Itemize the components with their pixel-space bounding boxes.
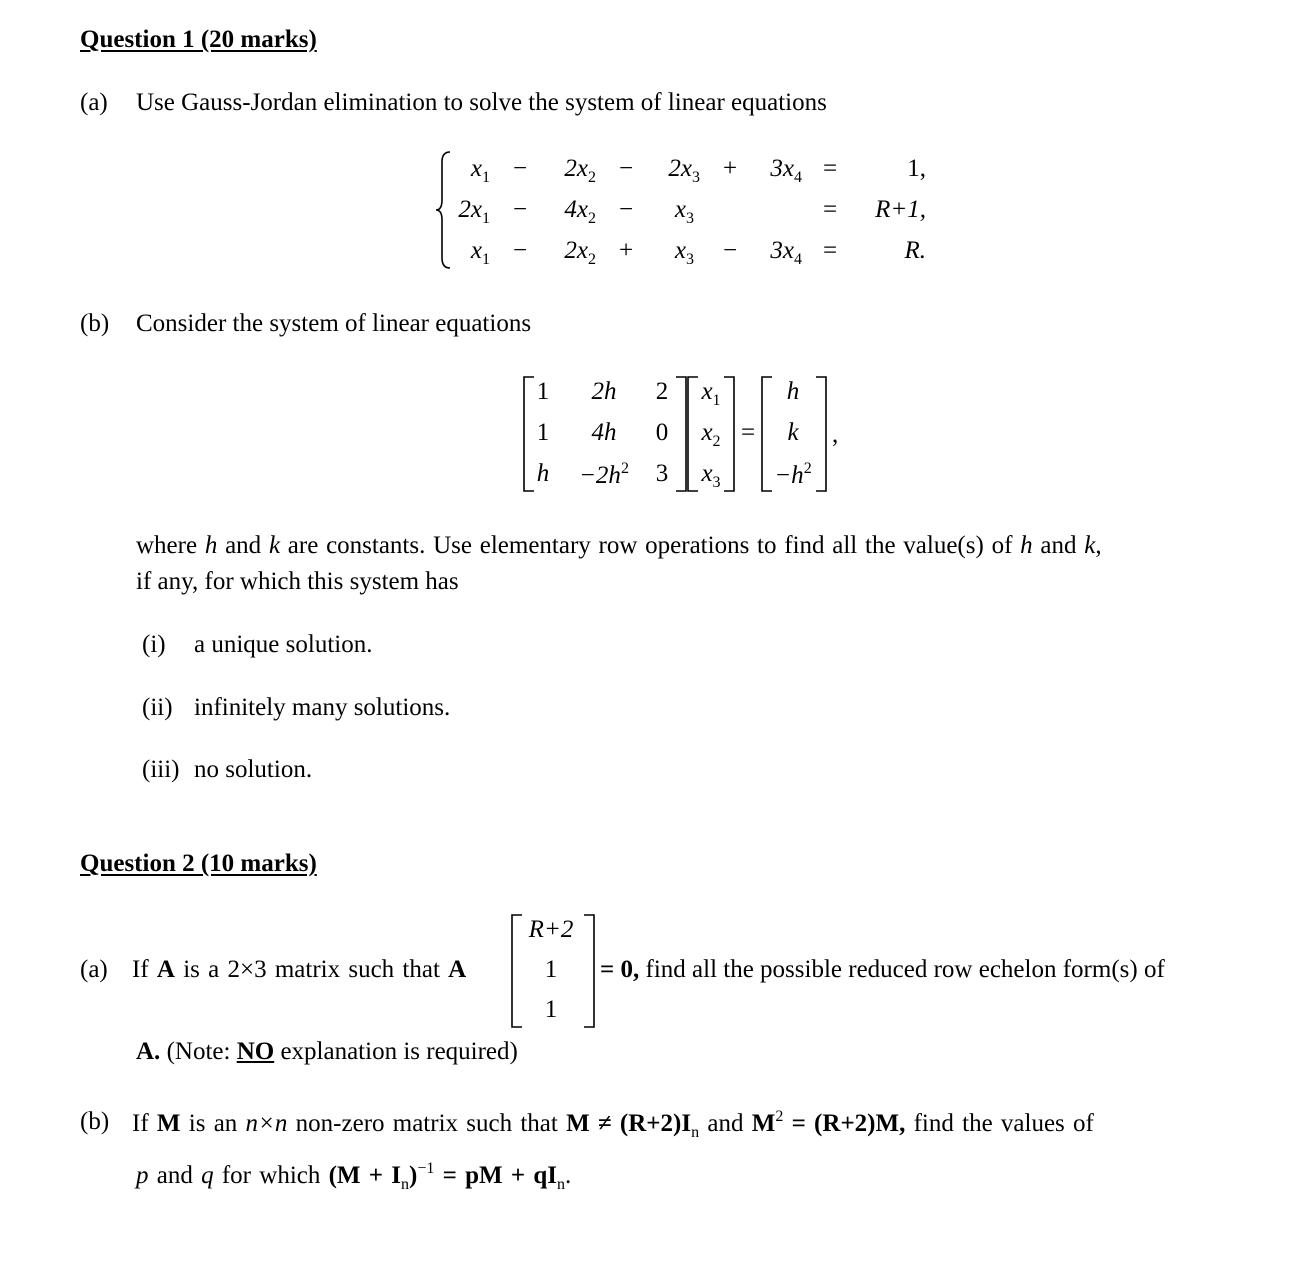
sys-r3-eq: = <box>822 237 838 264</box>
q1b-text: Consider the system of linear equations <box>136 310 532 337</box>
sys-r2-c1: $2x_1$ <box>458 196 490 227</box>
matrix-equals: = <box>740 419 756 446</box>
sys-r3-op1: − <box>512 237 528 264</box>
sys-r2-op2: − <box>618 196 634 223</box>
sys-r1-c4: $3x_4$ <box>770 155 802 186</box>
sys-r1-op2: − <box>618 155 634 182</box>
sys-r2-c2: $4x_2$ <box>564 196 596 227</box>
q1b-item-ii-label: (ii) <box>142 694 173 721</box>
x-vector-r2: $x_2$ <box>701 419 721 450</box>
q2-vector-r1: R+2 <box>528 916 574 943</box>
sys-r3-op3: − <box>722 237 738 264</box>
q1-title: Question 1 (20 marks) <box>80 26 317 53</box>
coef-r2-c2: 4h <box>591 419 617 446</box>
rhs-vector-r3: $-h^2$ <box>774 460 812 489</box>
sys-r2-c3: $x_3$ <box>674 196 694 227</box>
q1a-label: (a) <box>80 89 108 116</box>
q2a-line2: A. (Note: NO explanation is required) <box>136 1038 518 1065</box>
coef-r2-c1: 1 <box>536 419 550 446</box>
sys-r1-op1: − <box>512 155 528 182</box>
q1b-item-i-label: (i) <box>142 631 166 658</box>
sys-r3-c1: $x_1$ <box>470 237 490 268</box>
sys-r1-eq: = <box>822 155 838 182</box>
coef-r1-c1: 1 <box>536 378 550 405</box>
q2b-label: (b) <box>80 1108 110 1135</box>
sys-r3-c2: $2x_2$ <box>564 237 596 268</box>
q2a-text-start: If A is a 2×3 matrix such that A <box>132 956 467 983</box>
rhs-vector-r2: k <box>787 419 799 446</box>
sys-r3-op2: + <box>618 237 634 264</box>
q1b-item-iii-label: (iii) <box>142 756 180 783</box>
sys-r2-op1: − <box>512 196 528 223</box>
q2b-line2: p and q for which $(M + I_n)^{-1}$ = pM + $qI_n$. <box>136 1160 572 1193</box>
sys-r1-rhs: 1, <box>907 155 926 182</box>
coef-r3-c3: 3 <box>655 460 669 487</box>
coef-r1-c2: 2h <box>591 378 617 405</box>
q1b-item-i-text: a unique solution. <box>194 631 373 658</box>
sys-r2-eq: = <box>822 196 838 223</box>
rhs-vector-r1: h <box>786 378 800 405</box>
q1b-label: (b) <box>80 310 110 337</box>
q1b-item-ii-text: infinitely many solutions. <box>194 694 451 721</box>
q2-vector-r2: 1 <box>544 956 558 983</box>
coef-r3-c2: $-2h^2$ <box>579 460 629 489</box>
sys-r2-rhs: R+1, <box>875 196 926 223</box>
q2a-text-end: = 0, find all the possible reduced row echelon form(s) of <box>600 956 1165 983</box>
matrix-comma: , <box>832 421 839 448</box>
x-vector-r1: $x_1$ <box>701 378 721 409</box>
x-vector-r3: $x_3$ <box>701 460 721 491</box>
coef-r1-c3: 2 <box>655 378 669 405</box>
q1b-where-line2: if any, for which this system has <box>136 568 459 595</box>
q1b-item-iii-text: no solution. <box>194 756 313 783</box>
q2-vector-right-bracket <box>582 914 596 1028</box>
coef-r2-c3: 0 <box>655 419 669 446</box>
sys-r1-c1: $x_1$ <box>470 155 490 186</box>
q1b-where-line: where h and k are constants. Use elementary row operations to find all the value(s) of h and k, <box>136 532 1102 559</box>
sys-r3-rhs: R. <box>904 237 926 264</box>
q2-title: Question 2 (10 marks) <box>80 850 317 877</box>
coef-r3-c1: h <box>536 460 550 487</box>
sys-r3-c4: $3x_4$ <box>770 237 802 268</box>
q1a-text: Use Gauss-Jordan elimination to solve the system of linear equations <box>136 89 827 116</box>
sys-r1-c3: $2x_3$ <box>668 155 700 186</box>
sys-r1-op3: + <box>722 155 738 182</box>
sys-r3-c3: $x_3$ <box>674 237 694 268</box>
q2a-label: (a) <box>80 956 108 983</box>
sys-r1-c2: $2x_2$ <box>564 155 596 186</box>
q2-vector-r3: 1 <box>544 996 558 1023</box>
q2b-line1: If M is an n×n non-zero matrix such that $M \ne (R+2)I_n$ and $M^2 = (R+2)M$, find the values of <box>132 1108 1094 1141</box>
